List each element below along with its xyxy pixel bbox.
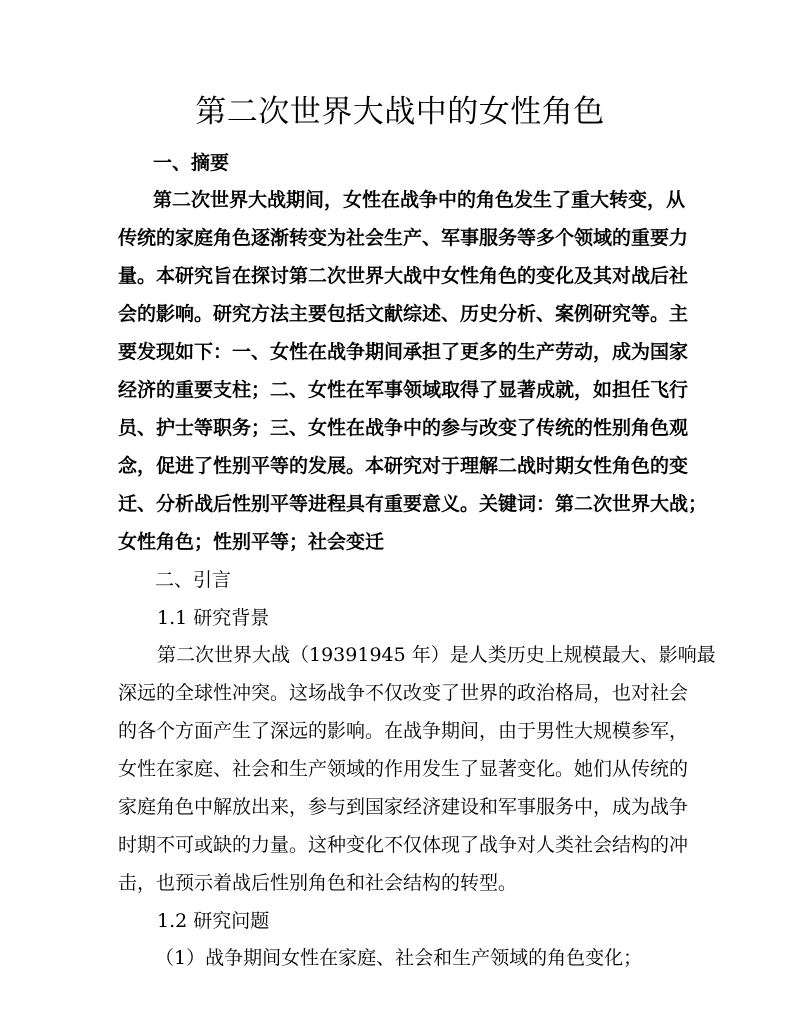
abstract-line: 员、护士等职务；三、女性在战争中的参与改变了传统的性别角色观	[118, 417, 689, 439]
body-line: 女性在家庭、社会和生产领域的作用发生了显著变化。她们从传统的	[118, 758, 689, 780]
section-heading-1-1: 1.1 研究背景	[157, 607, 270, 629]
abstract-line: 念，促进了性别平等的发展。本研究对于理解二战时期女性角色的变	[118, 455, 689, 477]
document-title: 第二次世界大战中的女性角色	[195, 94, 605, 130]
abstract-line: 经济的重要支柱；二、女性在军事领域取得了显著成就，如担任飞行	[118, 379, 689, 401]
abstract-line: 迁、分析战后性别平等进程具有重要意义。关键词：第二次世界大战；	[118, 493, 708, 515]
intro-heading: 二、引言	[155, 569, 232, 591]
body-line: 的各个方面产生了深远的影响。在战争期间，由于男性大规模参军，	[118, 720, 689, 742]
list-item: （1）战争期间女性在家庭、社会和生产领域的角色变化；	[155, 947, 643, 969]
abstract-heading: 一、摘要	[153, 152, 230, 174]
section-heading-1-2: 1.2 研究问题	[157, 910, 270, 932]
body-line: 第二次世界大战（19391945 年）是人类历史上规模最大、影响最	[157, 644, 716, 666]
abstract-line: 会的影响。研究方法主要包括文献综述、历史分析、案例研究等。主	[118, 303, 689, 325]
body-line: 家庭角色中解放出来，参与到国家经济建设和军事服务中，成为战争	[118, 796, 689, 818]
abstract-line: 女性角色；性别平等；社会变迁	[118, 531, 385, 553]
body-line: 深远的全球性冲突。这场战争不仅改变了世界的政治格局，也对社会	[118, 682, 689, 704]
abstract-line: 要发现如下：一、女性在战争期间承担了更多的生产劳动，成为国家	[118, 341, 689, 363]
body-line: 击，也预示着战后性别角色和社会结构的转型。	[118, 872, 518, 894]
abstract-line: 传统的家庭角色逐渐转变为社会生产、军事服务等多个领域的重要力	[118, 227, 689, 249]
abstract-line: 量。本研究旨在探讨第二次世界大战中女性角色的变化及其对战后社	[118, 265, 689, 287]
body-line: 时期不可或缺的力量。这种变化不仅体现了战争对人类社会结构的冲	[118, 834, 689, 856]
abstract-line: 第二次世界大战期间，女性在战争中的角色发生了重大转变，从	[153, 189, 686, 211]
